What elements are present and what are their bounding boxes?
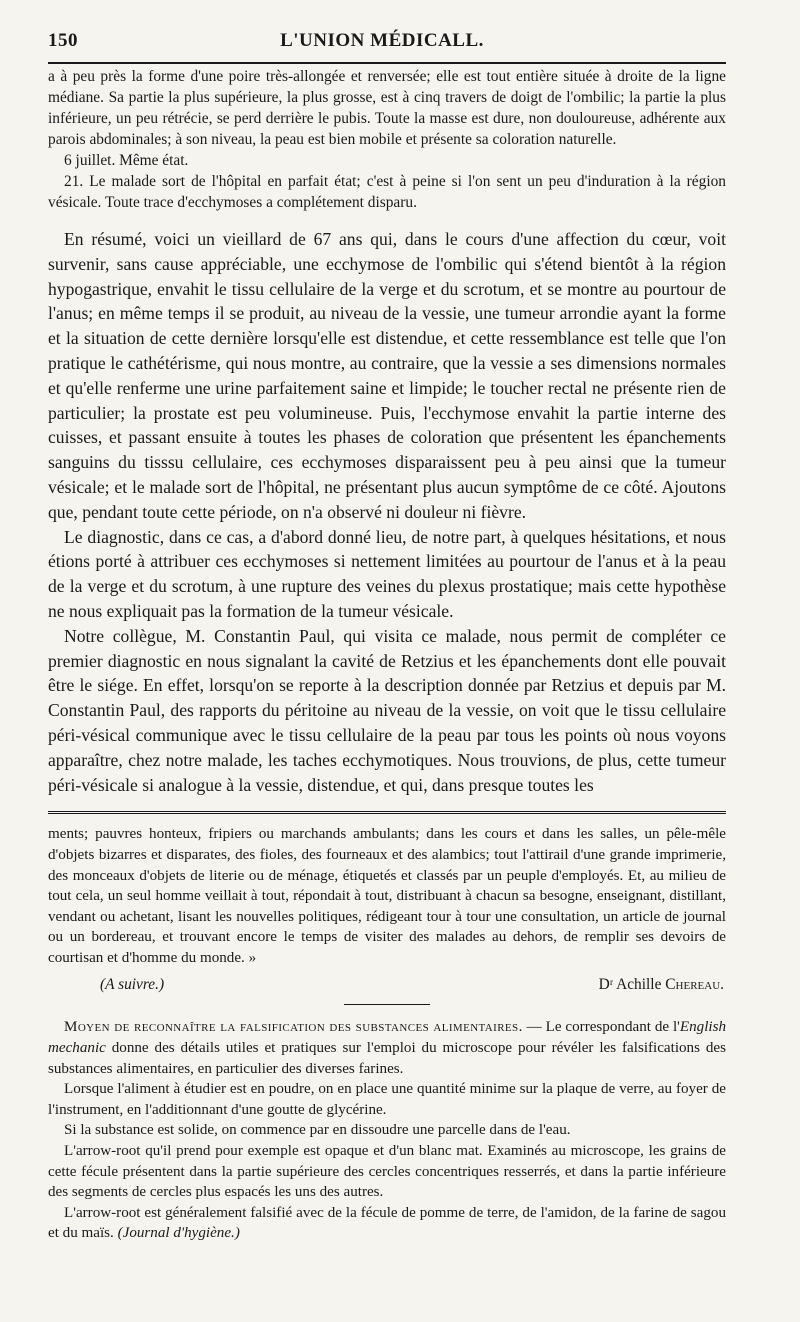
moyen-intro-a: — Le correspondant de l' [522,1019,680,1036]
running-head [48,30,726,58]
page-number: 150 [48,30,78,51]
moyen-paragraph-powder: Lorsque l'aliment à étudier est en poudre, on en place une quantité minime sur la plaque de verre, au foyer de l'instrument, en l'additionnant d'une goutte de glycérine. [48,1081,726,1118]
moyen-title: Moyen de reconnaître la falsification des substances alimentaires. [64,1019,523,1036]
main-text [48,227,726,797]
journal-title: L'UNION MÉDICALL. [280,30,484,51]
retzius-paragraph: Notre collègue, M. Constantin Paul, qui visita ce malade, nous permit de compléter ce premier diagnostic en nous signalant la cavité de Retzius et les épanchements dont elle pouvait être le siége. En effet, lorsqu'on se reporte à la description donnée par Retzius et depuis par M. Constantin Paul, des rapports du péritoine au niveau de la vessie, on voit que le tissu cellulaire péri-vésical communique avec le tissu cellulaire de la peau par tous les points où nous voyons apparaître, chez notre malade, les taches ecchymotiques. Nous trouvions, de plus, cette tumeur péri-vésicale si analogue à la vessie, distendue, et qui, dans presque toutes les [48,625,726,795]
moyen-paragraph-solid: Si la substance est solide, on commence par en dissoudre une parcelle dans de l'eau. [64,1122,571,1139]
moyen-paragraph-falsification [48,1203,726,1244]
a-suivre: (A suivre.) [100,976,165,994]
observation-date: 6 juillet. Même état. [64,152,189,169]
observation-paragraph: a à peu près la forme d'une poire très-allongée et renversée; elle est tout entière située à droite de la ligne médiane. Sa partie la plus supérieure, la plus grosse, est à cinq travers de doigt de l'ombilic; la partie la plus inférieure, un peu rétrécie, se perd derrière le pubis. Toute la masse est dure, non douloureuse, adhérente aux parois abdominales; à son niveau, la peau est bien mobile et présente sa coloration naturelle. [48,68,726,148]
moyen-intro-b: donne des détails utiles et pratiques sur l'emploi du microscope pour révéler les falsifications des substances alimentaires, en particulier des diverses farines. [48,1040,726,1077]
moyen-paragraph-arrowroot: L'arrow-root qu'il prend pour exemple est opaque et d'un blanc mat. Examinés au microscope, les grains de cette fécule présentent dans la partie supérieure des cercles concentriques resserrés, et dans la partie inférieure des segments de cercles plus espacés les uns des autres. [48,1143,726,1201]
summary-paragraph: En résumé, voici un vieillard de 67 ans qui, dans le cours d'une affection du cœur, voit survenir, sans cause appréciable, une ecchymose de l'ombilic qui s'étend bientôt à la région hypogastrique, envahit le tissu cellulaire de la verge et du scrotum, et se montre au pourtour de l'anus; en même temps il se produit, au niveau de la vessie, une tumeur arrondie ayant la forme et la situation de cette dernière lorsqu'elle est distendue, et cette ressemblance est telle que l'on pratique le cathétérisme, qui nous montre, au contraire, que la vessie a ses dimensions normales et qu'elle renferme une urine parfaitement saine et limpide; le toucher rectal ne présente rien de particulier; la prostate est peu volumineuse. Puis, l'ecchymose envahit la partie interne des cuisses, et passant ensuite à toutes les phases de coloration que présentent les épanchements sanguins du tisssu cellulaire, ces ecchymoses disparaissent peu à peu ainsi que la tumeur vésicale; et le malade sort de l'hôpital, ne présentant plus aucun symptôme de ce côté. Ajoutons que, pendant toute cette période, on n'a observé ni douleur ni fièvre. [48,229,726,522]
author-signature [599,976,726,994]
feuilleton-separator [48,811,726,814]
moyen-intro [48,1017,726,1079]
author-prefix: Dʳ Achille [598,976,666,994]
observation-discharge: 21. Le malade sort de l'hôpital en parfait état; c'est à peine si l'on sent un peu d'induration à la région vésicale. Toute trace d'ecchymoses a complétement disparu. [48,173,726,211]
author-name: Chereau. [665,976,724,994]
journal-name: English mechanic [48,1019,726,1057]
feuilleton-text: ments; pauvres honteux, fripiers ou marchands ambulants; dans les cours et dans les salles, un pêle-mêle d'objets bizarres et disparates, des fioles, des fourneaux et des alambics; tout l'attirail d'une grande imprimerie, des monceaux d'objets de literie ou de ménage, étiquetés et classés par un peuple d'employés. Et, au milieu de tout cela, un seul homme veillait à tout, répondait à tout, distribuant à chacun sa besogne, enseignant, distillant, vendant ou achetant, lisant les nouvelles politiques, rédigeant tour à tour une consultation, un article de journal ou un bordereau, et trouvant encore le temps de visiter des malades au dehors, de remplir ses devoirs de courtisan et d'homme du monde. » [48,826,726,966]
falsification-text: L'arrow-root est généralement falsifié avec de la fécule de pomme de terre, de l'amidon, de la farine de sagou et du maïs. [48,1204,726,1242]
diagnosis-paragraph: Le diagnostic, dans ce cas, a d'abord donné lieu, de notre part, à quelques hésitations, et nous étions porté à attribuer ces ecchymoses si nettement limitées au pourtour de l'anus et à la peau de la verge et du scrotum, à une rupture des veines du plexus prostatique; mais cette hypothèse ne nous expliquait pas la formation de la tumeur vésicale. [48,526,726,621]
signature-row [48,976,726,994]
header-rule [48,62,726,64]
section-rule [344,1004,430,1005]
source-citation: (Journal d'hygiène.) [117,1225,240,1242]
